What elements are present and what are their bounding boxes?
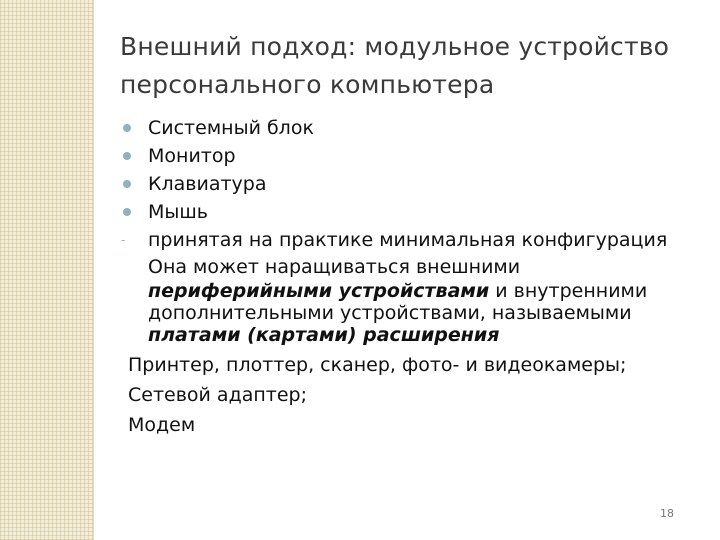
bullet-text: Монитор [148,145,236,167]
paragraph-line-3 [128,302,703,324]
plain-line: Принтер, плоттер, сканер, фото- и видеокамеры; [128,354,627,376]
plain-line: Модем [128,414,196,436]
paragraph-line-2 [128,280,703,302]
dash-item [121,226,703,254]
dash-text: принятая на практике минимальная конфигурация [148,229,668,251]
emphasis-peripheral: периферийными устройствами [148,280,490,302]
emphasis-expansion-cards: платами (картами) расширения [148,324,500,346]
title-line-2: персонального компьютера [120,70,495,99]
decorative-left-strip [0,0,93,540]
slide-content [121,114,703,440]
bullet-dot-icon [123,180,131,188]
paragraph-text: Она может наращиваться внешними [148,256,521,278]
page-number: 18 [660,507,674,520]
paragraph-text: дополнительными устройствами, называемыми [148,302,632,324]
bullet-item [128,114,703,142]
title-line-1: Внешний подход: модульное устройство [120,32,670,61]
bullet-item [128,198,703,226]
dash-marker-icon: - [121,233,126,247]
bullet-dot-icon [123,208,131,216]
bullet-text: Мышь [148,201,208,223]
bullet-item [128,170,703,198]
bullet-text: Системный блок [148,117,314,139]
slide-title [120,28,700,104]
paragraph-text: и внутренними [489,280,648,302]
bullet-dot-icon [123,152,131,160]
paragraph-line-4 [128,324,703,346]
bullet-dot-icon [123,124,131,132]
strip-divider [93,0,94,540]
plain-line: Сетевой адаптер; [128,384,307,406]
bullet-item [128,142,703,170]
bullet-text: Клавиатура [148,173,267,195]
paragraph-line-1 [128,254,703,280]
